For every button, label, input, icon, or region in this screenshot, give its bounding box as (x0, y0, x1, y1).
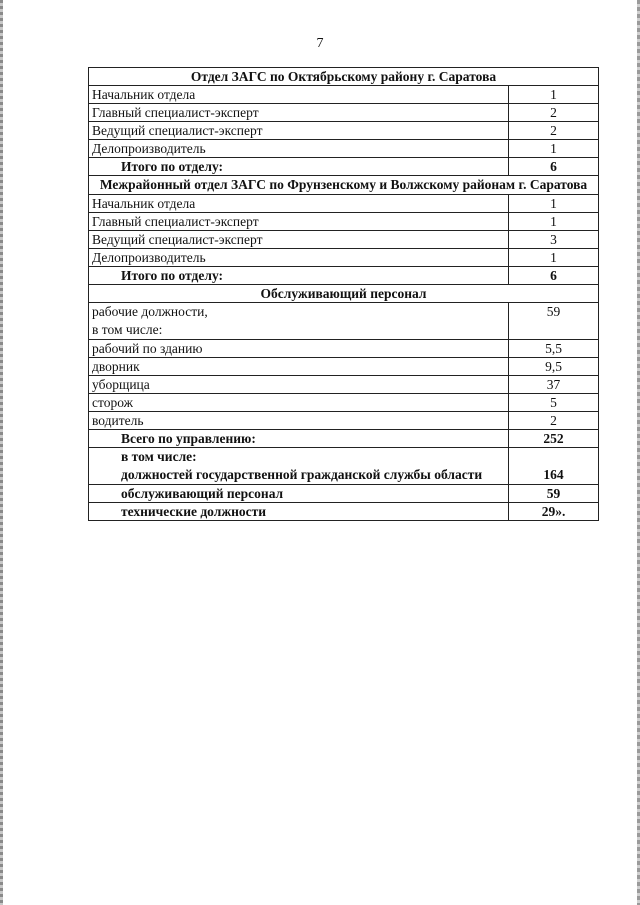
position-count: 9,5 (509, 358, 599, 376)
position-label: Начальник отдела (89, 86, 509, 104)
total-label: Итого по отделу: (89, 158, 509, 176)
summary-label-line: в том числе: (121, 449, 197, 464)
table-row (89, 122, 599, 140)
table-row (89, 303, 599, 340)
position-count: 5 (509, 394, 599, 412)
position-label: водитель (89, 412, 509, 430)
summary-value: 59 (509, 485, 599, 503)
grand-total-value: 252 (509, 430, 599, 448)
table-row (89, 412, 599, 430)
position-count: 2 (509, 104, 599, 122)
grand-total-label: Всего по управлению: (89, 430, 509, 448)
position-count: 1 (509, 140, 599, 158)
position-label (89, 303, 509, 340)
position-label-line: рабочие должности, (92, 304, 208, 319)
page-number: 7 (316, 36, 324, 51)
table-row (89, 376, 599, 394)
position-label: Ведущий специалист-эксперт (89, 231, 509, 249)
position-label: Главный специалист-эксперт (89, 104, 509, 122)
summary-label (89, 448, 509, 485)
total-label: Итого по отделу: (89, 267, 509, 285)
summary-value: 164 (509, 448, 599, 485)
table-row (89, 86, 599, 104)
table-row (89, 249, 599, 267)
position-count: 5,5 (509, 340, 599, 358)
position-count: 1 (509, 249, 599, 267)
position-label: уборщица (89, 376, 509, 394)
position-count: 1 (509, 213, 599, 231)
position-label: Делопроизводитель (89, 249, 509, 267)
position-label: рабочий по зданию (89, 340, 509, 358)
position-label: дворник (89, 358, 509, 376)
summary-row-service-staff (89, 485, 599, 503)
table-row (89, 104, 599, 122)
scan-edge-left (0, 0, 3, 905)
table-row (89, 140, 599, 158)
section-title: Межрайонный отдел ЗАГС по Фрунзенскому и Волжскому районам г. Саратова (89, 176, 599, 195)
position-count: 2 (509, 412, 599, 430)
staffing-table (88, 67, 599, 521)
section-total-row (89, 158, 599, 176)
position-count: 1 (509, 86, 599, 104)
position-count: 2 (509, 122, 599, 140)
position-label: Делопроизводитель (89, 140, 509, 158)
position-count: 59 (509, 303, 599, 340)
summary-label: обслуживающий персонал (89, 485, 509, 503)
grand-total-row (89, 430, 599, 448)
position-label: Ведущий специалист-эксперт (89, 122, 509, 140)
position-count: 1 (509, 195, 599, 213)
summary-label: технические должности (89, 503, 509, 521)
summary-value: 29». (509, 503, 599, 521)
position-label: сторож (89, 394, 509, 412)
summary-label-line: должностей государственной гражданской службы области (121, 467, 483, 482)
section-header-row (89, 285, 599, 303)
summary-row-technical (89, 503, 599, 521)
table-row (89, 340, 599, 358)
position-label: Главный специалист-эксперт (89, 213, 509, 231)
section-title: Отдел ЗАГС по Октябрьскому району г. Саратова (89, 68, 599, 86)
section-title: Обслуживающий персонал (89, 285, 599, 303)
section-header-row (89, 176, 599, 195)
section-total-row (89, 267, 599, 285)
table-row (89, 394, 599, 412)
total-value: 6 (509, 158, 599, 176)
summary-row-civil-service (89, 448, 599, 485)
table-row (89, 195, 599, 213)
total-value: 6 (509, 267, 599, 285)
position-count: 3 (509, 231, 599, 249)
position-label-line: в том числе: (92, 322, 163, 337)
table-row (89, 358, 599, 376)
table-row (89, 231, 599, 249)
position-count: 37 (509, 376, 599, 394)
position-label: Начальник отдела (89, 195, 509, 213)
section-header-row (89, 68, 599, 86)
table-row (89, 213, 599, 231)
